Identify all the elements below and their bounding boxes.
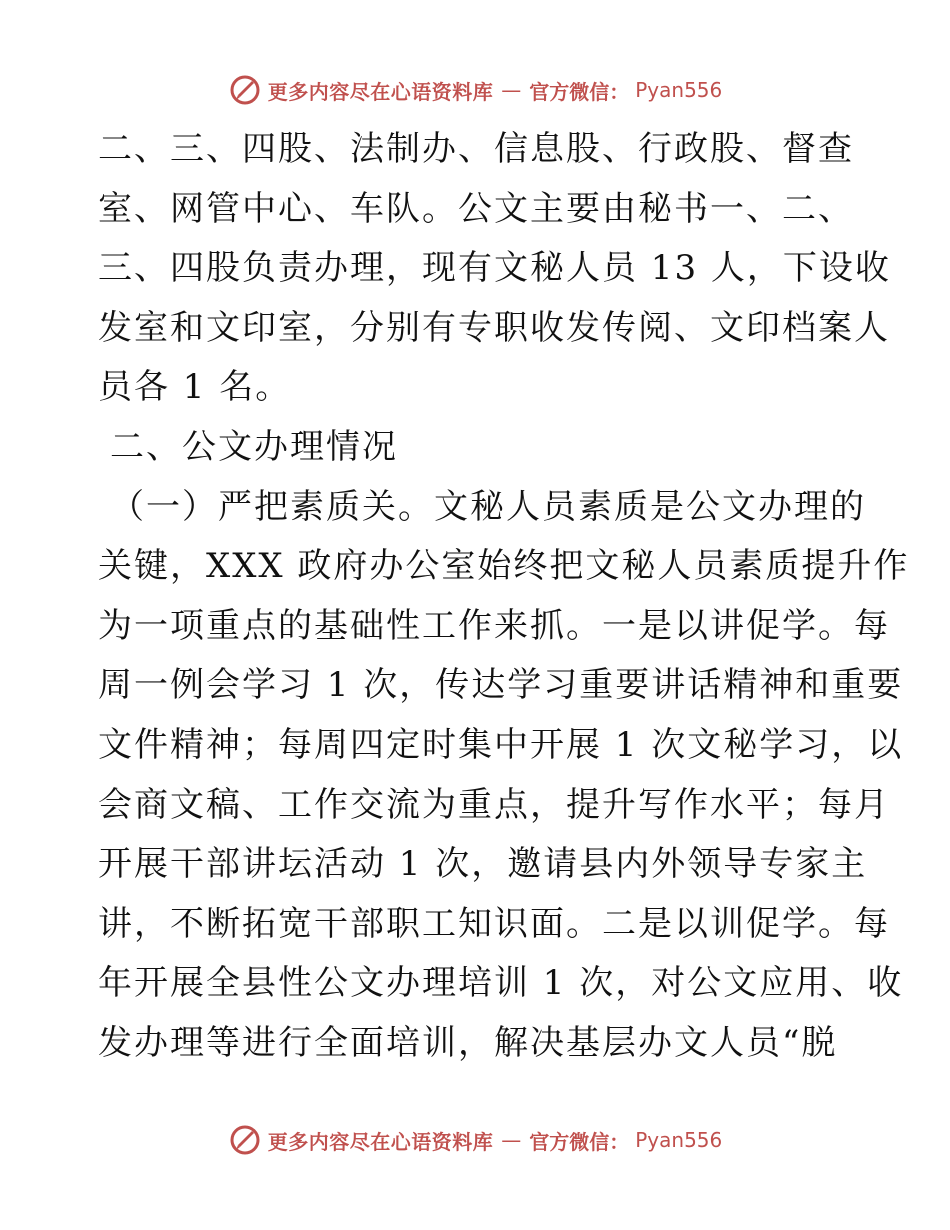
header-banner [0, 70, 950, 110]
logo-icon [228, 1123, 262, 1157]
footer-banner [0, 1120, 950, 1160]
section-heading: 二、公文办理情况 [110, 426, 398, 467]
body-line: 周一例会学习 1 次，传达学习重要讲话精神和重要 [98, 665, 904, 706]
banner-wechat-label: 官方微信： [529, 1129, 630, 1154]
body-line: 为一项重点的基础性工作来抓。一是以讲促学。每 [98, 605, 890, 646]
body-line: （一）严把素质关。文秘人员素质是公文办理的 [110, 486, 866, 527]
body-line: 关键，XXX 政府办公室始终把文秘人员素质提升作 [98, 546, 910, 587]
banner-text: 更多内容尽在心语资料库 [267, 1129, 494, 1154]
banner-text: 更多内容尽在心语资料库 [267, 79, 494, 104]
banner-wechat-label: 官方微信： [529, 79, 630, 104]
body-line: 三、四股负责办理，现有文秘人员 13 人，下设收 [98, 248, 891, 289]
banner-dash: — [501, 78, 522, 102]
document-body [98, 120, 910, 1074]
body-line: 员各 1 名。 [98, 367, 292, 408]
body-line: 年开展全县性公文办理培训 1 次，对公文应用、收 [98, 963, 904, 1004]
body-line: 会商文稿、工作交流为重点，提升写作水平；每月 [98, 784, 890, 825]
logo-icon [228, 73, 262, 107]
body-line: 发办理等进行全面培训，解决基层办文人员“脱 [98, 1022, 838, 1063]
banner-dash: — [501, 1128, 522, 1152]
body-line: 开展干部讲坛活动 1 次，邀请县内外领导专家主 [98, 844, 868, 885]
body-line: 文件精神；每周四定时集中开展 1 次文秘学习，以 [98, 724, 904, 765]
banner-wechat-id: Pyan556 [635, 78, 723, 102]
body-line: 发室和文印室，分别有专职收发传阅、文印档案人 [98, 307, 890, 348]
banner-wechat-id: Pyan556 [635, 1128, 723, 1152]
body-line: 讲，不断拓宽干部职工知识面。二是以训促学。每 [98, 903, 890, 944]
body-line: 室、网管中心、车队。公文主要由秘书一、二、 [98, 188, 854, 229]
body-line: 二、三、四股、法制办、信息股、行政股、督查 [98, 129, 854, 169]
